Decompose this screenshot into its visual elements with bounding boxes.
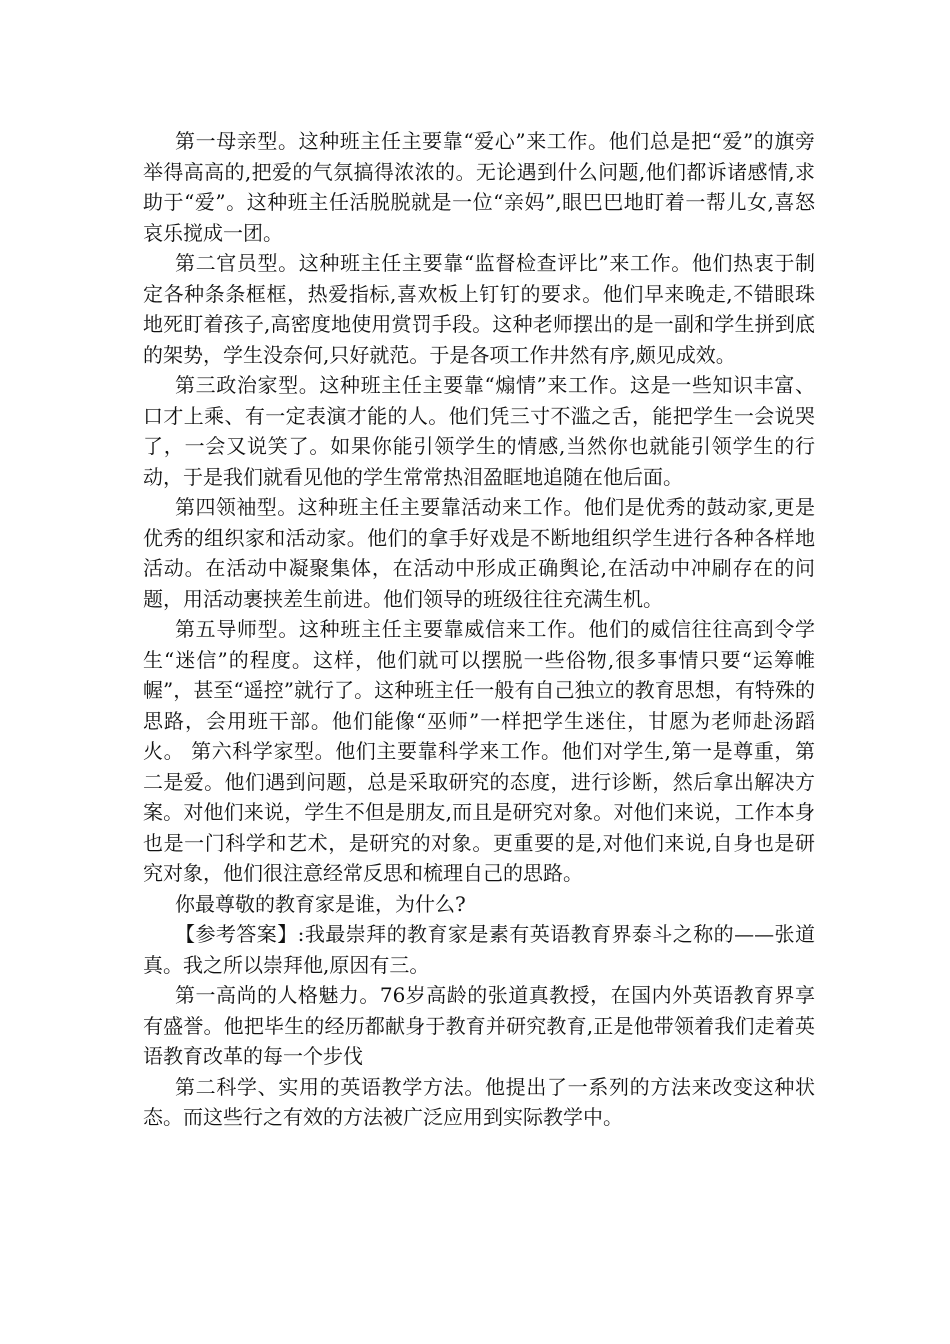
paragraph-reason-two: 第二科学、实用的英语教学方法。他提出了一系列的方法来改变这种状态。而这些行之有效的方法被广泛应用到实际教学中。: [143, 1074, 815, 1129]
document-body: [143, 126, 815, 1133]
paragraph-mother-type: 第一母亲型。这种班主任主要靠“爱心”来工作。他们总是把“爱”的旗旁举得高高的,把爱的气氛搞得浓浓的。无论遇到什么问题,他们都诉诸感情,求助于“爱”。这种班主任活脱脱就是一位“亲妈”,眼巴巴地盯着一帮儿女,喜怒哀乐搅成一团。: [143, 129, 815, 245]
paragraph-leader-type: 第四领袖型。这种班主任主要靠活动来工作。他们是优秀的鼓动家,更是优秀的组织家和活动家。他们的拿手好戏是不断地组织学生进行各种各样地活动。在活动中凝聚集体，在活动中形成正确舆论,在活动中冲刷存在的问题，用活动裹挟差生前进。他们领导的班级往往充满生机。: [143, 495, 815, 611]
paragraph-reason-one: 第一高尚的人格魅力。76岁高龄的张道真教授，在国内外英语教育界享有盛誉。他把毕生的经历都献身于教育并研究教育,正是他带领着我们走着英语教育改革的每一个步伐: [143, 983, 815, 1068]
paragraph-mentor-scientist-type: 第五导师型。这种班主任主要靠威信来工作。他们的威信往往高到令学生“迷信”的程度。这样，他们就可以摆脱一些俗物,很多事情只要“运筹帷幄”，甚至“遥控”就行了。这种班主任一般有自己独立的教育思想，有特殊的思路，会用班干部。他们能像“巫师”一样把学生迷住，甘愿为老师赴汤蹈火。 第六科学家型。他们主要靠科学来工作。他们对学生,第一是尊重，第二是爱。他们遇到问题，总是采取研究的态度，进行诊断，然后拿出解决方案。对他们来说，学生不但是朋友,而且是研究对象。对他们来说，工作本身也是一门科学和艺术，是研究的对象。更重要的是,对他们来说,自身也是研究对象，他们很注意经常反思和梳理自己的思路。: [143, 617, 815, 885]
reference-answer: 【参考答案】:我最崇拜的教育家是素有英语教育界泰斗之称的——张道真。我之所以崇拜他,原因有三。: [143, 922, 815, 977]
question-heading: 你最尊敬的教育家是谁，为什么?: [175, 891, 466, 916]
paragraph-official-type: 第二官员型。这种班主任主要靠“监督检查评比”来工作。他们热衷于制定各种条条框框，热爱指标,喜欢板上钉钉的要求。他们早来晚走,不错眼珠地死盯着孩子,高密度地使用赏罚手段。这种老师摆出的是一副和学生拼到底的架势，学生没奈何,只好就范。于是各项工作井然有序,颇见成效。: [143, 251, 815, 367]
paragraph-politician-type: 第三政治家型。这种班主任主要靠“煽情”来工作。这是一些知识丰富、口才上乘、有一定表演才能的人。他们凭三寸不滥之舌，能把学生一会说哭了，一会又说笑了。如果你能引领学生的情感,当然你也就能引领学生的行动，于是我们就看见他的学生常常热泪盈眶地追随在他后面。: [143, 373, 815, 489]
